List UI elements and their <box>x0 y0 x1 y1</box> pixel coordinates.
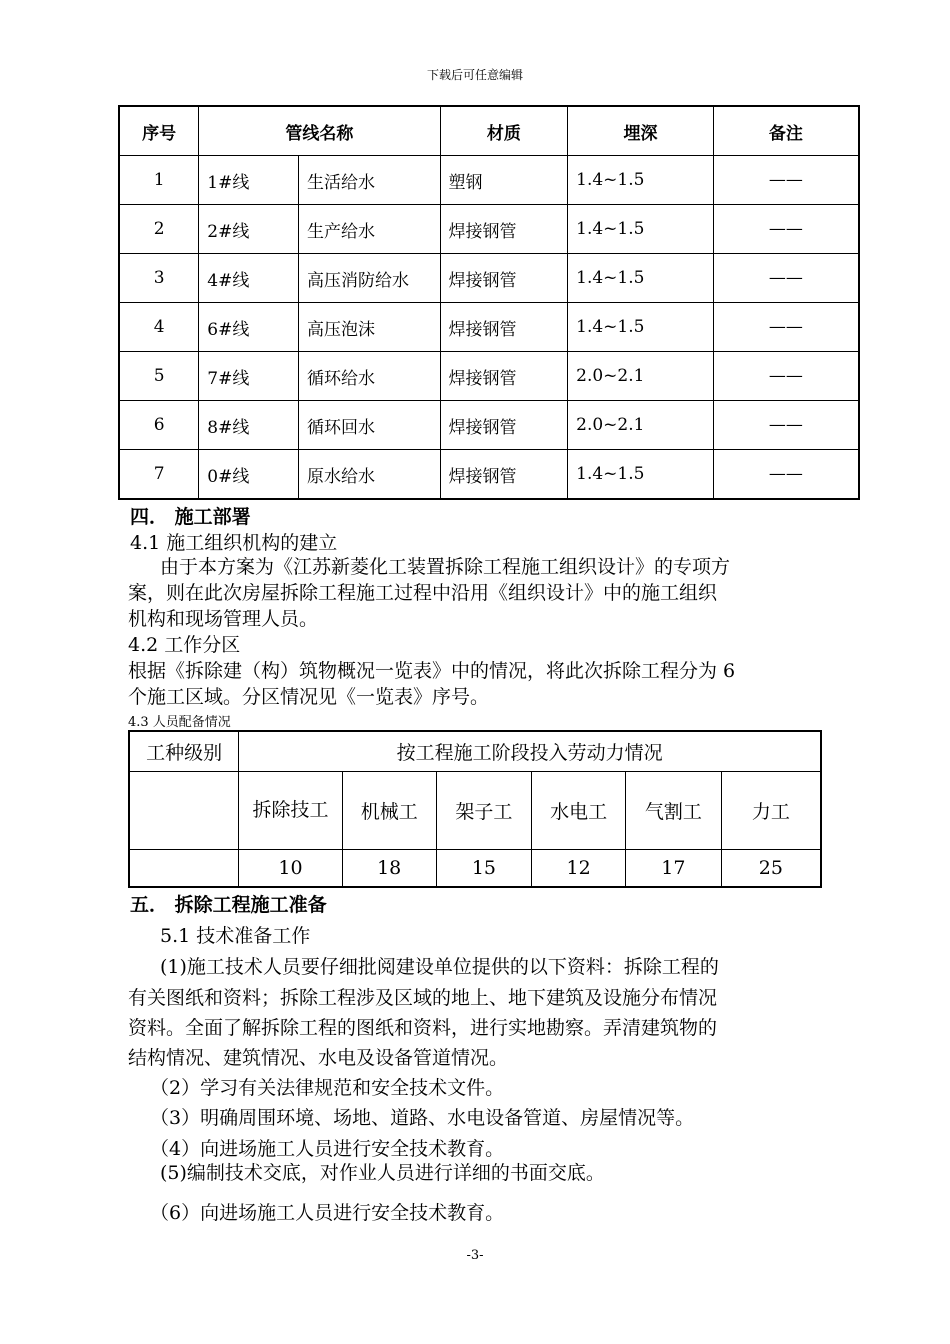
cell-material: 焊接钢管 <box>440 205 568 254</box>
section-4-2-title: 4.2 工作分区 <box>128 634 241 656</box>
header-pipe-name: 管线名称 <box>199 106 440 156</box>
cell-depth: 2.0~2.1 <box>568 352 714 401</box>
cell-name: 循环给水 <box>299 352 441 401</box>
labor-corner-header: 工种级别 <box>129 731 239 771</box>
cell-note: —— <box>713 254 859 303</box>
cell-code: 1#线 <box>199 156 299 205</box>
cell-note: —— <box>713 205 859 254</box>
cell-note: —— <box>713 156 859 205</box>
cell-depth: 1.4~1.5 <box>568 156 714 205</box>
section-4-3-title: 4.3 人员配备情况 <box>128 715 231 730</box>
paragraph-line: 由于本方案为《江苏新菱化工装置拆除工程施工组织设计》的专项方 <box>160 556 731 578</box>
cell-material: 塑钢 <box>440 156 568 205</box>
labor-table <box>128 730 822 888</box>
header-material: 材质 <box>440 106 568 156</box>
cell-material: 焊接钢管 <box>440 254 568 303</box>
cell-code: 4#线 <box>199 254 299 303</box>
table-row <box>119 156 859 205</box>
cell-name: 生产给水 <box>299 205 441 254</box>
table-row <box>119 205 859 254</box>
paragraph-line: 结构情况、建筑情况、水电及设备管道情况。 <box>128 1047 509 1069</box>
cell-note: —— <box>713 401 859 450</box>
paragraph-line: 有关图纸和资料；拆除工程涉及区域的地上、地下建筑及设施分布情况 <box>128 987 718 1009</box>
paragraph-line: 资料。全面了解拆除工程的图纸和资料，进行实地勘察。弄清建筑物的 <box>128 1017 718 1039</box>
header-no: 序号 <box>119 106 199 156</box>
cell-note: —— <box>713 450 859 500</box>
list-item: (5)编制技术交底，对作业人员进行详细的书面交底。 <box>160 1162 605 1184</box>
cell-no: 6 <box>119 401 199 450</box>
cell-note: —— <box>713 303 859 352</box>
cell-name: 生活给水 <box>299 156 441 205</box>
cell-name: 循环回水 <box>299 401 441 450</box>
trade-label: 水电工 <box>532 771 626 849</box>
cell-note: —— <box>713 352 859 401</box>
section-4-1-title: 4.1 施工组织机构的建立 <box>130 532 338 554</box>
trade-label: 气割工 <box>626 771 722 849</box>
paragraph-line: 个施工区域。分区情况见《一览表》序号。 <box>128 686 490 708</box>
trade-count: 12 <box>532 849 626 887</box>
pipeline-table <box>118 105 860 500</box>
section-5-1-title: 5.1 技术准备工作 <box>160 925 311 947</box>
paragraph-line: (1)施工技术人员要仔细批阅建设单位提供的以下资料：拆除工程的 <box>160 956 719 978</box>
list-item: （6）向进场施工人员进行安全技术教育。 <box>150 1202 505 1224</box>
cell-material: 焊接钢管 <box>440 450 568 500</box>
header-note: 备注 <box>713 106 859 156</box>
list-item: （4）向进场施工人员进行安全技术教育。 <box>150 1138 505 1160</box>
table-row <box>119 450 859 500</box>
trade-label: 机械工 <box>342 771 436 849</box>
cell-code: 0#线 <box>199 450 299 500</box>
trade-label: 拆除技工 <box>239 771 343 849</box>
cell-depth: 2.0~2.1 <box>568 401 714 450</box>
cell-no: 4 <box>119 303 199 352</box>
cell-name: 原水给水 <box>299 450 441 500</box>
labor-empty-cell <box>129 849 239 887</box>
section-4-title: 四． 施工部署 <box>130 506 251 528</box>
cell-depth: 1.4~1.5 <box>568 205 714 254</box>
cell-no: 1 <box>119 156 199 205</box>
table-row <box>119 352 859 401</box>
labor-span-header: 按工程施工阶段投入劳动力情况 <box>239 731 821 771</box>
page-number: -3- <box>466 1248 484 1263</box>
cell-name: 高压泡沫 <box>299 303 441 352</box>
cell-depth: 1.4~1.5 <box>568 254 714 303</box>
labor-counts-row <box>129 849 821 887</box>
paragraph-line: 机构和现场管理人员。 <box>128 608 319 630</box>
header-depth: 埋深 <box>568 106 714 156</box>
cell-no: 2 <box>119 205 199 254</box>
table-row <box>119 254 859 303</box>
labor-trades-row <box>129 771 821 849</box>
cell-code: 2#线 <box>199 205 299 254</box>
trade-count: 10 <box>239 849 343 887</box>
trade-count: 18 <box>342 849 436 887</box>
cell-code: 6#线 <box>199 303 299 352</box>
list-item: （3）明确周围环境、场地、道路、水电设备管道、房屋情况等。 <box>150 1107 695 1129</box>
cell-name: 高压消防给水 <box>299 254 441 303</box>
cell-no: 7 <box>119 450 199 500</box>
header-note: 下载后可任意编辑 <box>426 68 523 82</box>
table-row <box>119 303 859 352</box>
table-row <box>119 401 859 450</box>
trade-label: 架子工 <box>436 771 532 849</box>
cell-depth: 1.4~1.5 <box>568 303 714 352</box>
paragraph-line: 根据《拆除建（构）筑物概况一览表》中的情况，将此次拆除工程分为 6 <box>128 660 736 682</box>
labor-empty-cell <box>129 771 239 849</box>
trade-count: 25 <box>721 849 821 887</box>
cell-code: 8#线 <box>199 401 299 450</box>
trade-count: 15 <box>436 849 532 887</box>
trade-count: 17 <box>626 849 722 887</box>
cell-no: 5 <box>119 352 199 401</box>
cell-material: 焊接钢管 <box>440 352 568 401</box>
section-5-title: 五． 拆除工程施工准备 <box>130 894 327 916</box>
cell-material: 焊接钢管 <box>440 303 568 352</box>
trade-label: 力工 <box>721 771 821 849</box>
cell-no: 3 <box>119 254 199 303</box>
cell-material: 焊接钢管 <box>440 401 568 450</box>
cell-code: 7#线 <box>199 352 299 401</box>
paragraph-line: 案，则在此次房屋拆除工程施工过程中沿用《组织设计》中的施工组织 <box>128 582 718 604</box>
list-item: （2）学习有关法律规范和安全技术文件。 <box>150 1077 505 1099</box>
table-header-row <box>119 106 859 156</box>
cell-depth: 1.4~1.5 <box>568 450 714 500</box>
labor-header-row <box>129 731 821 771</box>
